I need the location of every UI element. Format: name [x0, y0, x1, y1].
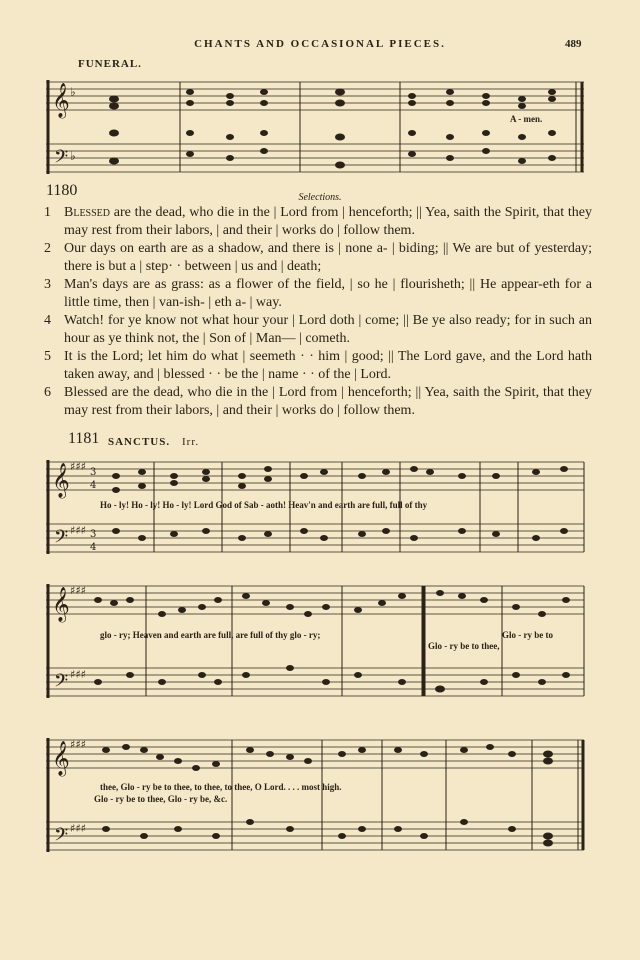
treble-clef-icon: 𝄞 [52, 463, 70, 498]
verse-number: 4 [44, 313, 51, 328]
verse-number: 1 [44, 205, 51, 220]
hymn-1180-number: 1180 [46, 182, 78, 199]
svg-text:4: 4 [90, 480, 97, 491]
svg-text:3: 3 [90, 529, 97, 540]
svg-text:3: 3 [90, 467, 97, 478]
svg-text:♯♯♯: ♯♯♯ [70, 822, 86, 835]
sanctus-lyrics-1: Ho - ly! Ho - ly! Ho - ly! Lord God of Sab - aoth! Heav'n and earth are full, full of thy [100, 500, 428, 510]
bass-clef-icon: 𝄢 [54, 825, 69, 850]
verse-lead: Blessed [64, 205, 111, 220]
funeral-title: FUNERAL. [78, 58, 142, 70]
treble-clef-icon: 𝄞 [52, 741, 70, 776]
verse-2 [44, 240, 592, 276]
verse-6 [44, 384, 592, 420]
svg-text:♯♯♯: ♯♯♯ [70, 584, 86, 597]
hymn-1181-number: 1181 [68, 430, 100, 447]
svg-text:♯♯♯: ♯♯♯ [70, 738, 86, 751]
verse-text: It is the Lord; let him do what | seemeth · · him | good; || The Lord gave, and the Lord hath taken away, and | blessed · · be the | name · · of the | Lord. [64, 349, 592, 382]
svg-text:♭: ♭ [70, 149, 76, 163]
svg-text:4: 4 [90, 542, 97, 553]
sanctus-system-2 [46, 576, 586, 716]
verse-text: are the dead, who die in the | Lord from | henceforth; || Yea, saith the Spirit, that they may rest from their labors, | and their | works do | follow them. [64, 205, 592, 238]
verse-text: Watch! for ye know not what hour your | Lord doth | come; || Be ye also ready; for in such an hour as ye think not, the | Son of | Man— | cometh. [64, 313, 592, 346]
funeral-bass-staff [46, 144, 584, 172]
sanctus-lyrics-2-low: Glo - ry be to thee, [428, 641, 500, 651]
verse-text: Man's days are as grass: as a flower of the field, | so he | flourisheth; || He appear-eth for a little time, then | van-ish- | eth a- | way. [64, 277, 592, 310]
hymn-1180-subheading: Selections. [298, 192, 342, 203]
sanctus-lyrics-2-top: glo - ry; Heaven and earth are full, are full of thy glo - ry; [100, 630, 321, 640]
verse-text: Blessed are the dead, who die in the | Lord from | henceforth; || Yea, saith the Spirit, that they may rest from their labors, | and their | works do | follow them. [64, 385, 592, 418]
treble-clef-icon: 𝄞 [52, 83, 70, 118]
verse-5 [44, 348, 592, 384]
svg-text:♭: ♭ [70, 85, 76, 99]
bass-clef-icon: 𝄢 [54, 527, 69, 552]
verse-number: 5 [44, 349, 51, 364]
page-number: 489 [565, 38, 582, 50]
svg-text:♯♯♯: ♯♯♯ [70, 524, 86, 537]
verse-3 [44, 276, 592, 312]
funeral-amen: A - men. [510, 114, 543, 124]
verse-4 [44, 312, 592, 348]
funeral-treble-staff [46, 82, 584, 110]
sanctus-lyrics-3-low: Glo - ry be to thee, Glo - ry be, &c. [94, 794, 228, 804]
svg-text:♯♯♯: ♯♯♯ [70, 460, 86, 473]
hymn-1181-meter: Irr. [182, 436, 200, 448]
funeral-score [46, 72, 586, 182]
treble-clef-icon: 𝄞 [52, 587, 70, 622]
sanctus-lyrics-2-right: Glo - ry be to [502, 630, 553, 640]
verse-1 [44, 204, 592, 240]
hymn-1181-title: SANCTUS. [108, 436, 171, 448]
svg-text:♯♯♯: ♯♯♯ [70, 668, 86, 681]
verse-text: Our days on earth are as a shadow, and there is | none a- | biding; || We are but of yesterday; there is but a | step· · between | us and | death; [64, 241, 592, 274]
verse-number: 3 [44, 277, 51, 292]
verse-number: 2 [44, 241, 51, 256]
bass-clef-icon: 𝄢 [54, 147, 69, 172]
verse-number: 6 [44, 385, 51, 400]
sanctus-lyrics-3-top: thee, Glo - ry be to thee, to thee, to thee, O Lord. . . . most high. [100, 782, 342, 792]
running-header: CHANTS AND OCCASIONAL PIECES. [194, 38, 446, 50]
bass-clef-icon: 𝄢 [54, 671, 69, 696]
